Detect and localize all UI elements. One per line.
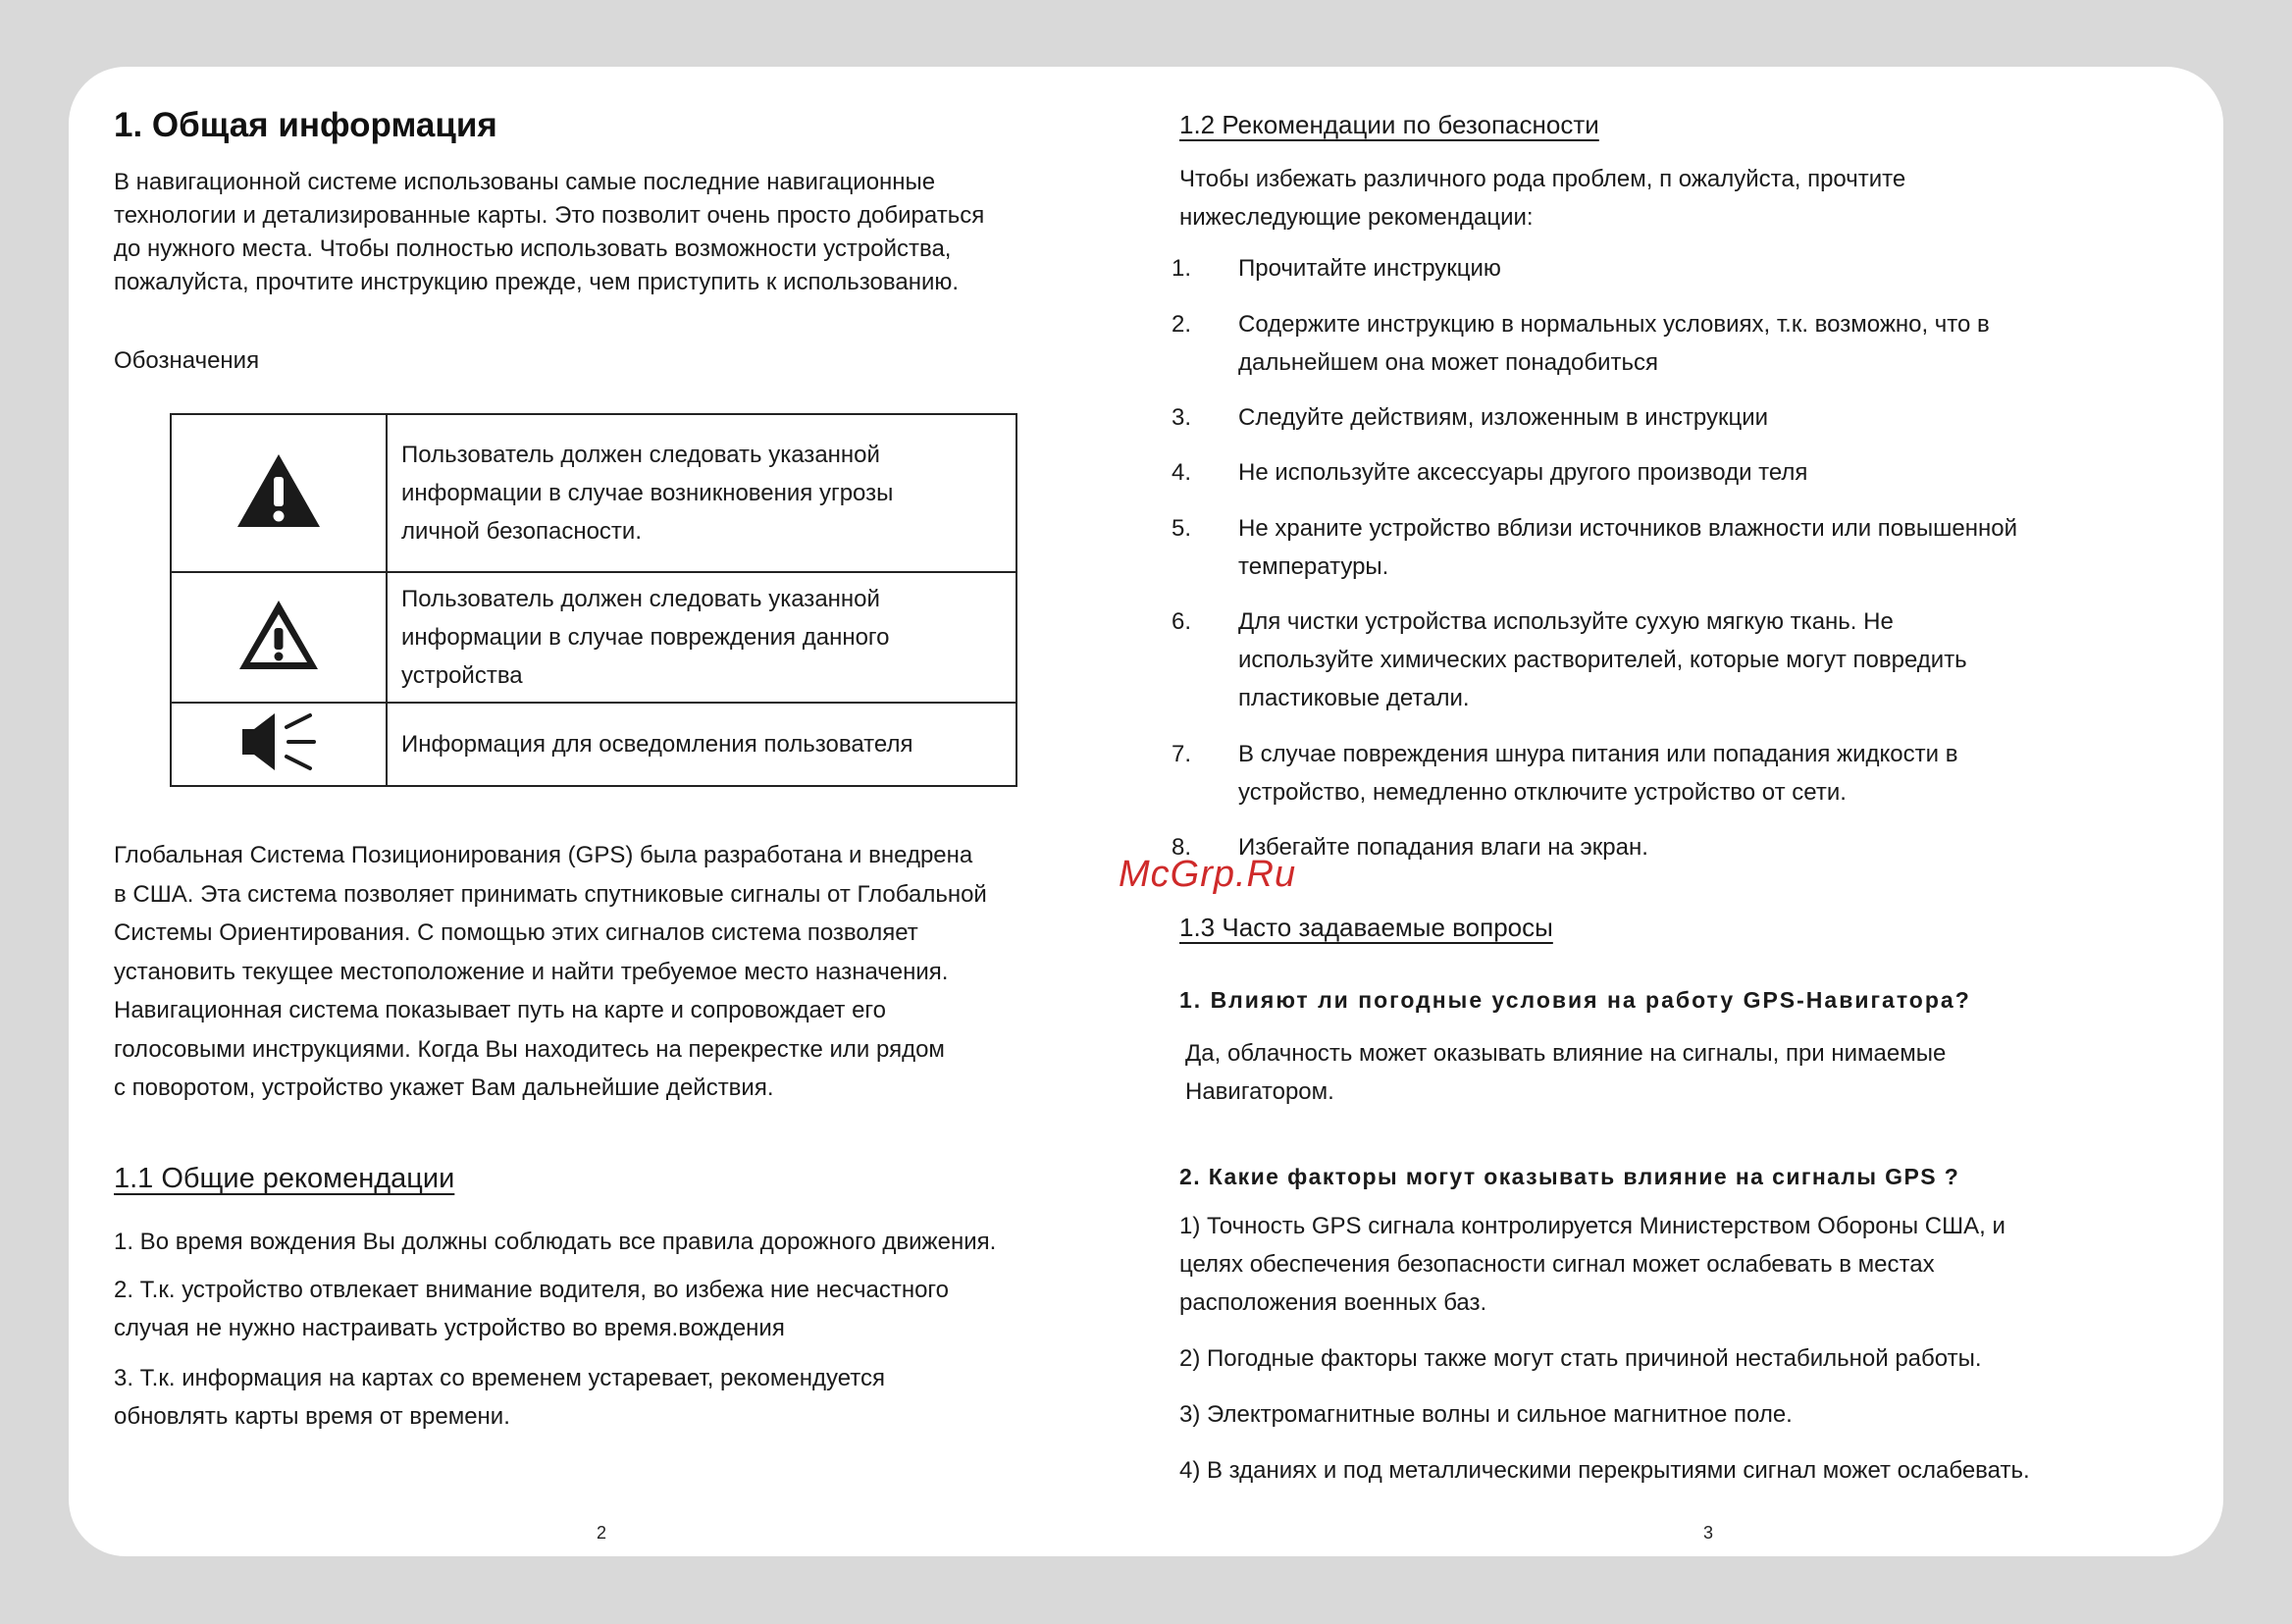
- legend-text-line: устройства: [401, 662, 523, 689]
- legend-text-line: Информация для осведомления пользователя: [401, 731, 913, 758]
- legend-text-cell: [387, 703, 1016, 786]
- intro-line: пожалуйста, прочтите инструкцию прежде, чем приступить к использованию.: [114, 269, 960, 295]
- intro-paragraph: [114, 166, 984, 299]
- general-item: 2. Т.к. устройство отвлекает внимание водителя, во избежа ние несчастного: [114, 1277, 949, 1303]
- list-item-number: 8.: [1172, 834, 1192, 861]
- safety-intro-line: Чтобы избежать различного рода проблем, п ожалуйста, прочтите: [1179, 166, 1906, 192]
- general-item: 1. Во время вождения Вы должны соблюдать все правила дорожного движения.: [114, 1229, 997, 1255]
- legend-text-cell: [387, 414, 1016, 572]
- list-item-number: 4.: [1172, 459, 1192, 486]
- intro-line: В навигационной системе использованы самые последние навигационные: [114, 169, 936, 195]
- legend-table: [170, 413, 1017, 787]
- legend-text-cell: [387, 572, 1016, 703]
- legend-row: [171, 414, 1016, 572]
- list-item-line: Содержите инструкцию в нормальных условиях, т.к. возможно, что в: [1238, 311, 1990, 338]
- watermark: McGrp.Ru: [1119, 854, 1297, 895]
- section-heading-1-2: 1.2 Рекомендации по безопасности: [1179, 110, 1599, 139]
- list-item-line: Не храните устройство вблизи источников влажности или повышенной: [1238, 515, 2018, 542]
- list-item-text: [1238, 828, 2121, 866]
- manual-spread: [69, 67, 2223, 1556]
- list-item-line: Следуйте действиям, изложенным в инструкции: [1238, 404, 1769, 431]
- legend-text-line: личной безопасности.: [401, 518, 642, 545]
- list-item-number: 6.: [1172, 608, 1192, 635]
- general-item: 3. Т.к. информация на картах со временем устаревает, рекомендуется: [114, 1365, 885, 1391]
- warning-outline-icon: [236, 598, 321, 672]
- speaker-icon: [239, 709, 318, 774]
- gps-line: с поворотом, устройство укажет Вам дальнейшие действия.: [114, 1074, 774, 1101]
- list-item-line: Избегайте попадания влаги на экран.: [1238, 834, 1648, 861]
- legend-row: [171, 572, 1016, 703]
- legend-icon-cell: [171, 414, 387, 572]
- list-item-line: температуры.: [1238, 553, 1389, 580]
- legend-text-line: информации в случае повреждения данного: [401, 624, 890, 651]
- faq-answer-line: целях обеспечения безопасности сигнал может ослабевать в местах: [1179, 1251, 1935, 1278]
- page-number: 2: [597, 1523, 607, 1543]
- gps-line: Глобальная Система Позиционирования (GPS) была разработана и внедрена: [114, 842, 973, 868]
- faq-answer-line: Да, облачность может оказывать влияние на сигналы, при нимаемые: [1185, 1040, 1947, 1067]
- general-item: случая не нужно настраивать устройство во время.вождения: [114, 1315, 785, 1341]
- intro-line: до нужного места. Чтобы полностью использовать возможности устройства,: [114, 236, 952, 262]
- gps-line: Системы Ориентирования. С помощью этих сигналов система позволяет: [114, 919, 918, 946]
- gps-paragraph: [114, 836, 987, 1108]
- list-item-line: Не используйте аксессуары другого производи теля: [1238, 459, 1808, 486]
- list-item-text: [1238, 735, 2121, 812]
- faq-answer-line: 3) Электромагнитные волны и сильное магнитное поле.: [1179, 1401, 1793, 1428]
- list-item-line: Прочитайте инструкцию: [1238, 255, 1501, 282]
- list-item-text: [1238, 602, 2121, 717]
- faq-question: 1. Влияют ли погодные условия на работу GPS-Навигатора?: [1179, 987, 1971, 1013]
- list-item-text: [1238, 305, 2121, 382]
- list-item-line: устройство, немедленно отключите устройство от сети.: [1238, 779, 1847, 806]
- intro-line: технологии и детализированные карты. Это позволит очень просто добираться: [114, 202, 985, 229]
- section-heading-1-1: 1.1 Общие рекомендации: [114, 1163, 455, 1194]
- legend-text-line: информации в случае возникновения угрозы: [401, 480, 894, 506]
- list-item-text: [1238, 398, 2121, 437]
- faq-answer-line: 1) Точность GPS сигнала контролируется Министерством Обороны США, и: [1179, 1213, 2006, 1239]
- list-item-text: [1238, 453, 2121, 492]
- list-item-text: [1238, 249, 2121, 288]
- faq-answer-line: 2) Погодные факторы также могут стать причиной нестабильной работы.: [1179, 1345, 1982, 1372]
- legend-text-line: Пользователь должен следовать указанной: [401, 442, 880, 468]
- safety-intro: [1179, 160, 1905, 236]
- list-item-line: Для чистки устройства используйте сухую мягкую ткань. Не: [1238, 608, 1894, 635]
- list-item-line: используйте химических растворителей, которые могут повредить: [1238, 647, 1967, 673]
- warning-filled-icon: [234, 451, 323, 530]
- legend-icon-cell: [171, 703, 387, 786]
- left-page: [69, 67, 1146, 1556]
- gps-line: установить текущее местоположение и найти требуемое место назначения.: [114, 958, 949, 985]
- list-item-line: пластиковые детали.: [1238, 685, 1470, 711]
- faq-answer: [1179, 1207, 2030, 1490]
- gps-line: голосовыми инструкциями. Когда Вы находитесь на перекрестке или рядом: [114, 1035, 945, 1063]
- page-title: 1. Общая информация: [114, 106, 497, 144]
- gps-line: Навигационная система показывает путь на карте и сопровождает его: [114, 997, 887, 1023]
- general-recommendations: [114, 1223, 996, 1436]
- list-item-number: 5.: [1172, 515, 1192, 542]
- faq-answer-line: Навигатором.: [1185, 1078, 1334, 1105]
- page-number: 3: [1703, 1523, 1714, 1543]
- list-item-text: [1238, 509, 2121, 586]
- list-item-number: 2.: [1172, 311, 1192, 338]
- section-heading-1-3: 1.3 Часто задаваемые вопросы: [1179, 913, 1553, 942]
- legend-text-line: Пользователь должен следовать указанной: [401, 586, 880, 612]
- legend-label: Обозначения: [114, 347, 260, 374]
- safety-intro-line: нижеследующие рекомендации:: [1179, 204, 1534, 231]
- legend-row: [171, 703, 1016, 786]
- list-item-number: 3.: [1172, 404, 1192, 431]
- faq-answer-line: 4) В зданиях и под металлическими перекрытиями сигнал может ослабевать.: [1179, 1457, 2030, 1484]
- gps-line: в США. Эта система позволяет принимать спутниковые сигналы от Глобальной: [114, 880, 987, 908]
- list-item-line: В случае повреждения шнура питания или попадания жидкости в: [1238, 741, 1958, 767]
- legend-icon-cell: [171, 572, 387, 703]
- general-item: обновлять карты время от времени.: [114, 1403, 510, 1430]
- list-item-number: 7.: [1172, 741, 1192, 767]
- list-item-line: дальнейшем она может понадобиться: [1238, 349, 1659, 376]
- list-item-number: 1.: [1172, 255, 1192, 282]
- faq-answer: [1185, 1034, 1946, 1111]
- faq-answer-line: расположения военных баз.: [1179, 1289, 1487, 1316]
- faq-question: 2. Какие факторы могут оказывать влияние на сигналы GPS ?: [1179, 1164, 1960, 1189]
